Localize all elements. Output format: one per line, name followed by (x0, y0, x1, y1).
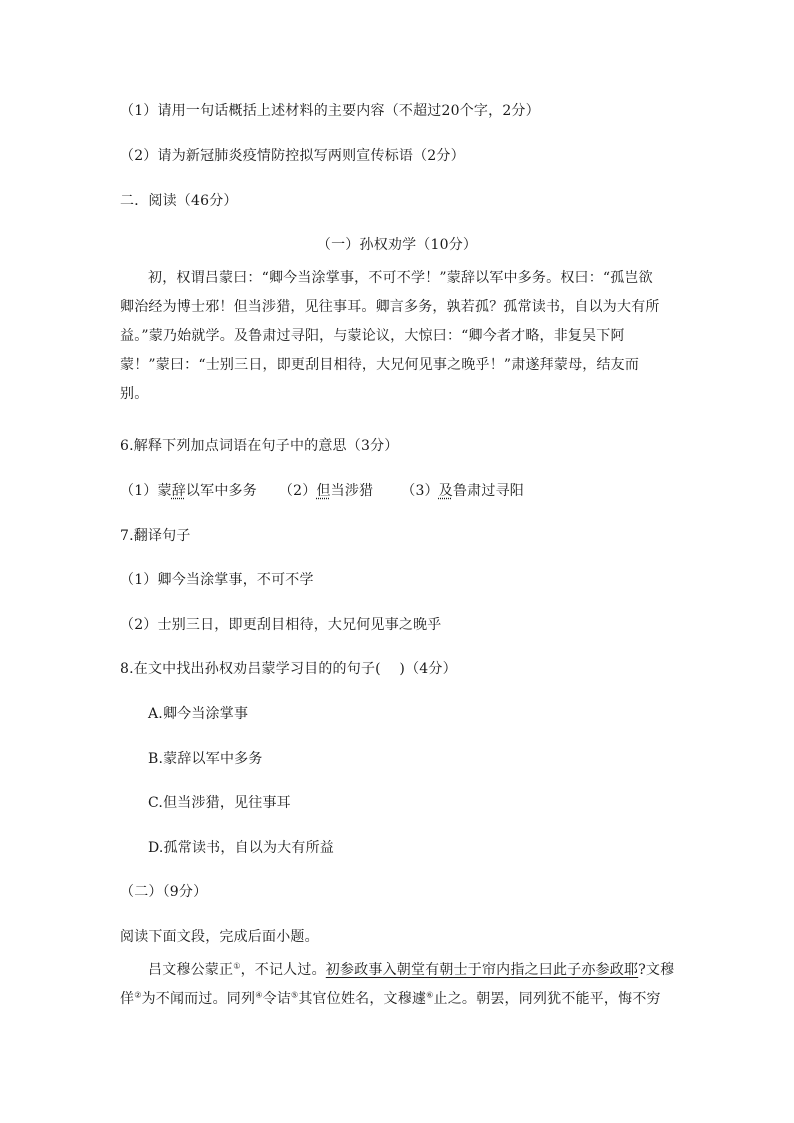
passage-2-instructions: 阅读下面文段，完成后面小题。 (120, 929, 319, 945)
passage-2-line-2 (120, 989, 661, 1009)
passage-1-line-3: 益。”蒙乃始就学。及鲁肃过寻阳，与蒙论议，大惊曰：“卿今者才略，非复吴下阿 (120, 328, 625, 344)
footnote-marker: ⑤ (290, 990, 299, 1000)
q6-item-2-prefix: （2） (278, 483, 317, 499)
passage-2-line-1 (148, 960, 674, 980)
q6-item-1-suffix: 以军中多务 (185, 483, 257, 499)
passage-2-text: ?文穆 (638, 962, 675, 978)
question-7-1: （1）卿今当涂掌事，不可不学 (120, 572, 314, 588)
question-2: （2）请为新冠肺炎疫情防控拟写两则宣传标语（2分） (120, 148, 465, 164)
passage-2-heading: （二）（9分） (120, 884, 208, 900)
question-7: 7.翻译句子 (120, 528, 191, 544)
passage-1-line-2: 卿治经为博士邪！但当涉猎，见往事耳。卿言多务，孰若孤？孤常读书，自以为大有所 (120, 299, 660, 315)
passage-1-line-4: 蒙！”蒙曰：“士别三日，即更刮目相待，大兄何见事之晚乎！”肃遂拜蒙母，结友而 (120, 357, 640, 373)
q6-item-2-dotted-word: 但 (316, 483, 331, 499)
footnote-marker: ⑥ (426, 990, 434, 1000)
footnote-marker: ① (233, 961, 241, 971)
question-8-option-a: A.卿今当涂掌事 (148, 706, 249, 722)
question-8-option-d: D.孤常读书，自以为大有所益 (148, 840, 334, 856)
passage-2-text: ，不记人过。 (240, 962, 326, 978)
passage-2-text: 其官位姓名，文穆遽 (298, 991, 427, 1007)
q6-item-3-suffix: 鲁肃过寻阳 (452, 483, 524, 499)
passage-1-title: （一）孙权劝学（10分） (316, 237, 478, 253)
passage-1-line-1: 初，权谓吕蒙曰：“卿今当涂掌事，不可不学！”蒙辞以军中多务。权曰：“孤岂欲 (148, 270, 653, 286)
passage-2-text: 止之。朝罢，同列犹不能平，悔不穷 (433, 991, 661, 1007)
q6-item-1-dotted-word: 辞 (171, 483, 186, 499)
passage-2-text: 吕文穆公蒙正 (148, 962, 234, 978)
footnote-marker: ② (134, 990, 142, 1000)
question-6: 6.解释下列加点词语在句子中的意思（3分） (120, 438, 399, 454)
section-heading-reading: 二．阅读（46分） (120, 193, 238, 209)
question-7-2: （2）士别三日，即更刮目相待，大兄何见事之晚乎 (120, 617, 442, 633)
passage-1-line-5: 别。 (120, 386, 149, 402)
question-8-option-c: C.但当涉猎，见往事耳 (148, 795, 291, 811)
passage-2-text: 佯 (120, 991, 135, 1007)
q6-item-1-prefix: （1）蒙 (120, 483, 172, 499)
footnote-marker: ④ (255, 990, 263, 1000)
question-6-items (120, 481, 524, 501)
passage-2-text: 令诘 (262, 991, 291, 1007)
q6-item-3-dotted-word: 及 (438, 483, 453, 499)
q6-item-3-prefix: （3） (401, 483, 439, 499)
underlined-sentence: 初参政事入朝堂有朝士于帘内指之曰此子亦参政耶 (325, 962, 639, 978)
question-8-option-b: B.蒙辞以军中多务 (148, 751, 263, 767)
passage-2-text: 为不闻而过。同列 (141, 991, 256, 1007)
question-8: 8.在文中找出孙权劝吕蒙学习目的的句子( )（4分） (120, 661, 457, 677)
question-1: （1）请用一句话概括上述材料的主要内容（不超过20个字，2分） (120, 103, 540, 119)
q6-item-2-suffix: 当涉猎 (330, 483, 374, 499)
